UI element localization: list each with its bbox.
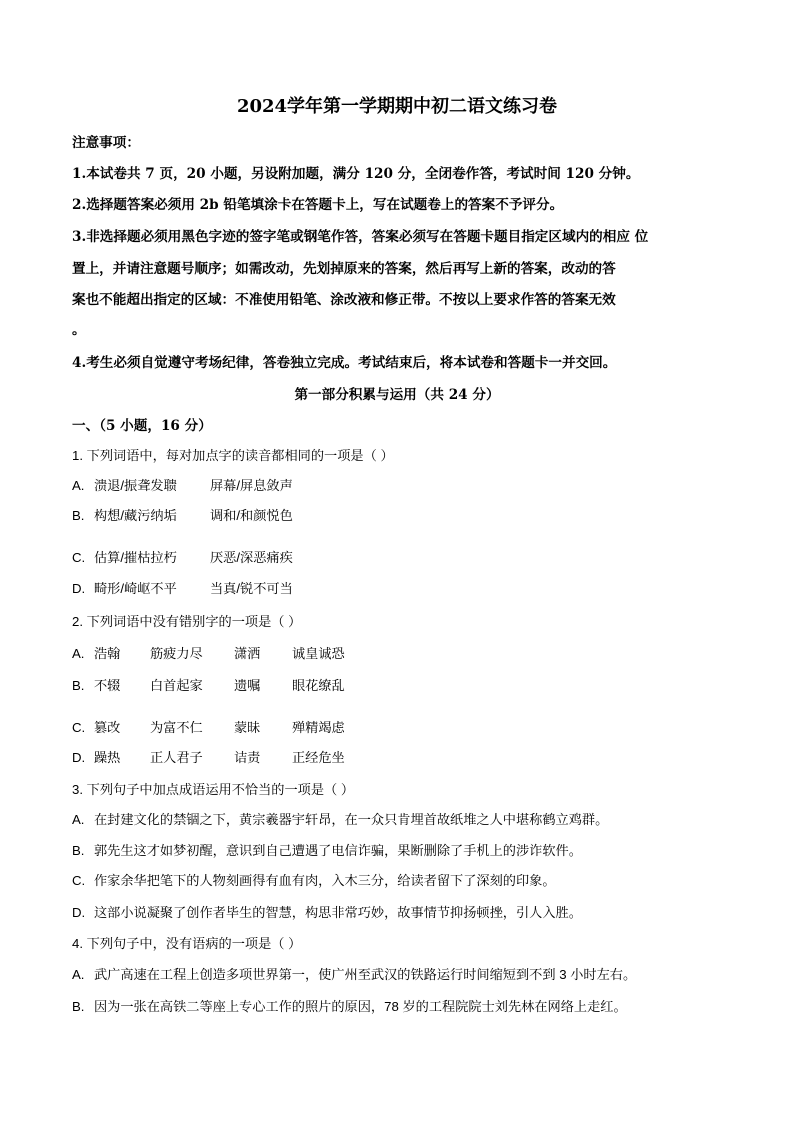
q4-option-a [72, 964, 636, 983]
option-word: 诚皇诚恐 [292, 646, 345, 661]
q4-option-b [72, 996, 627, 1015]
option-word: 遗嘱 [234, 678, 261, 693]
option-word: 蒙昧 [234, 720, 261, 735]
q2-option-c [72, 717, 345, 736]
notice-item-3-end: 。 [72, 322, 86, 338]
notice-item-4: 4.考生必须自觉遵守考场纪律，答卷独立完成。考试结束后，将本试卷和答题卡一并交回。 [72, 355, 617, 371]
q4-stem: 4. 下列句子中，没有语病的一项是（ ） [72, 936, 302, 951]
q1-option-c [72, 547, 293, 566]
notice-item-1: 1.本试卷共 7 页，20 小题，另设附加题，满分 120 分，全闭卷作答，考试时间 120 分钟。 [72, 166, 640, 182]
notice-item-2: 2.选择题答案必须用 2b 铅笔填涂卡在答题卡上，写在试题卷上的答案不予评分。 [72, 197, 564, 213]
option-word: 浩翰 [94, 646, 121, 661]
option-label: A. [72, 967, 85, 982]
option-label: B. [72, 508, 85, 523]
option-label: A. [72, 478, 85, 493]
option-word: 白首起家 [150, 678, 203, 693]
option-text: 武广高速在工程上创造多项世界第一，使广州至武汉的铁路运行时间缩短到不到 3 小时左右。 [94, 967, 637, 982]
option-text: 作家余华把笔下的人物刻画得有血有肉，入木三分，给读者留下了深刻的印象。 [94, 873, 556, 888]
option-label: D. [72, 750, 86, 765]
option-word: 畸形/崎岖不平 [94, 581, 177, 596]
option-word: 屏幕/屏息敛声 [210, 478, 293, 493]
q2-option-b [72, 675, 345, 694]
option-word: 不辍 [94, 678, 121, 693]
option-word: 厌恶/深恶痛疾 [210, 550, 293, 565]
q2-option-a [72, 643, 345, 662]
q3-option-c [72, 870, 556, 889]
option-word: 诘责 [234, 750, 261, 765]
option-word: 为富不仁 [150, 720, 203, 735]
q2-option-d [72, 747, 345, 766]
option-label: B. [72, 678, 85, 693]
option-word: 躁热 [94, 750, 121, 765]
option-word: 溃退/振聋发聩 [94, 478, 177, 493]
option-word: 当真/锐不可当 [210, 581, 293, 596]
option-label: A. [72, 646, 85, 661]
option-label: C. [72, 550, 86, 565]
q3-option-a [72, 809, 608, 828]
option-label: C. [72, 873, 86, 888]
option-word: 眼花缭乱 [292, 678, 345, 693]
notice-item-3: 3.非选择题必须用黑色字迹的签字笔或钢笔作答，答案必须写在答题卡题目指定区域内的相应 位 [72, 229, 649, 245]
q3-stem: 3. 下列句子中加点成语运用不恰当的一项是（ ） [72, 782, 355, 797]
q2-stem: 2. 下列词语中没有错别字的一项是（ ） [72, 614, 302, 629]
q3-option-b [72, 840, 582, 859]
option-label: A. [72, 812, 85, 827]
option-word: 构想/藏污纳垢 [94, 508, 177, 523]
option-word: 正经危坐 [292, 750, 345, 765]
part1-title: 第一部分积累与运用（共 24 分） [294, 387, 500, 403]
notice-item-3-cont2: 案也不能超出指定的区域：不准使用铅笔、涂改液和修正带。不按以上要求作答的答案无效 [72, 292, 616, 308]
option-word: 估算/摧枯拉朽 [94, 550, 177, 565]
option-text: 在封建文化的禁锢之下，黄宗羲器宇轩昂，在一众只肯埋首故纸堆之人中堪称鹤立鸡群。 [94, 812, 609, 827]
option-text: 因为一张在高铁二等座上专心工作的照片的原因，78 岁的工程院院士刘先林在网络上走红。 [94, 999, 627, 1014]
q1-option-d [72, 578, 293, 597]
option-word: 篡改 [94, 720, 121, 735]
option-text: 这部小说凝聚了创作者毕生的智慧，构思非常巧妙，故事情节抑扬顿挫，引人入胜。 [94, 905, 582, 920]
q1-option-a [72, 475, 293, 494]
notice-heading: 注意事项： [72, 135, 140, 151]
q1-stem: 1. 下列词语中，每对加点字的读音都相同的一项是（ ） [72, 448, 394, 463]
page-title: 2024学年第一学期期中初二语文练习卷 [236, 96, 558, 117]
option-word: 筋疲力尽 [150, 646, 203, 661]
option-text: 郭先生这才如梦初醒，意识到自己遭遇了电信诈骗，果断删除了手机上的涉诈软件。 [94, 843, 582, 858]
option-word: 调和/和颜悦色 [210, 508, 293, 523]
q1-option-b [72, 505, 293, 524]
section-one-heading: 一、（5 小题，16 分） [72, 418, 212, 434]
option-label: C. [72, 720, 86, 735]
option-label: B. [72, 999, 85, 1014]
notice-item-3-cont: 置上，并请注意题号顺序；如需改动，先划掉原来的答案，然后再写上新的答案，改动的答 [72, 261, 616, 277]
option-word: 潇洒 [234, 646, 261, 661]
q3-option-d [72, 902, 582, 921]
option-label: D. [72, 905, 86, 920]
option-label: B. [72, 843, 85, 858]
option-label: D. [72, 581, 86, 596]
option-word: 殚精竭虑 [292, 720, 345, 735]
option-word: 正人君子 [150, 750, 203, 765]
